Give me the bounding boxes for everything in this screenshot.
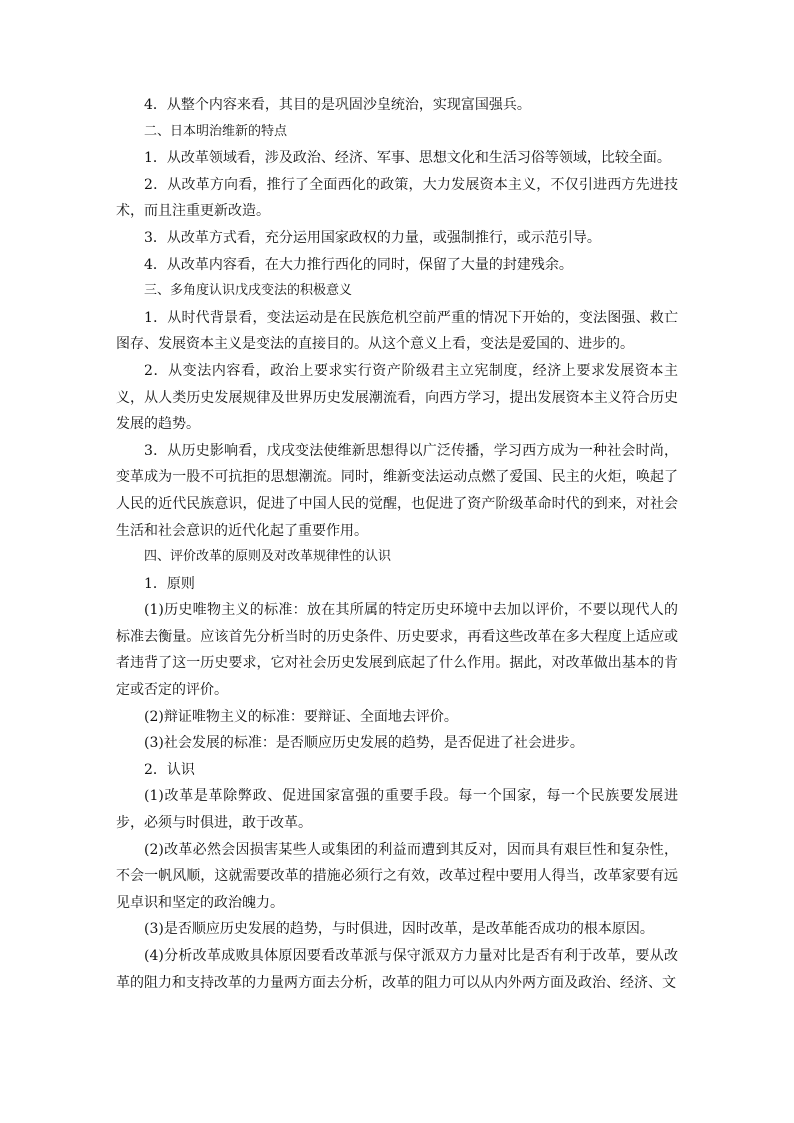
section-heading: 三、多角度认识戊戌变法的积极意义 [144, 283, 353, 299]
paragraph: 2．从改革方向看，推行了全面西化的政策，大力发展资本主义，不仅引进西方先进技术，而且注重更新改造。 [116, 176, 678, 220]
section-heading: 四、评价改革的原则及对改革规律性的认识 [144, 549, 392, 565]
document-body [116, 92, 678, 996]
paragraph: 3．从历史影响看，戊戌变法使维新思想得以广泛传播，学习西方成为一种社会时尚，变革成为一股不可抗拒的思想潮流。同时，维新变法运动点燃了爱国、民主的火炬，唤起了人民的近代民族意识，促进了中国人民的觉醒，也促进了资产阶级革命时代的到来，对社会生活和社会意识的近代化起了重要作用。 [116, 442, 678, 539]
paragraph: (3)社会发展的标准：是否顺应历史发展的趋势，是否促进了社会进步。 [144, 735, 584, 752]
paragraph: 2．从变法内容看，政治上要求实行资产阶级君主立宪制度，经济上要求发展资本主义，从人类历史发展规律及世界历史发展潮流看，向西方学习，提出发展资本主义符合历史发展的趋势。 [116, 362, 678, 433]
paragraph: (1)历史唯物主义的标准：放在其所属的特定历史环境中去加以评价，不要以现代人的标准去衡量。应该首先分析当时的历史条件、历史要求，再看这些改革在多大程度上适应或者违背了这一历史要求，它对社会历史发展到底起了什么作用。据此，对改革做出基本的肯定或否定的评价。 [116, 602, 678, 699]
paragraph: (2)改革必然会因损害某些人或集团的利益而遭到其反对，因而具有艰巨性和复杂性，不会一帆风顺，这就需要改革的措施必须行之有效，改革过程中要用人得当，改革家要有远见卓识和坚定的政治魄力。 [116, 841, 678, 911]
paragraph: 3．从改革方式看，充分运用国家政权的力量，或强制推行，或示范引导。 [144, 229, 601, 246]
paragraph: (2)辩证唯物主义的标准：要辩证、全面地去评价。 [144, 708, 458, 725]
paragraph: 4．从整个内容来看，其目的是巩固沙皇统治，实现富国强兵。 [144, 97, 531, 113]
subsection-label: 1．原则 [144, 575, 195, 592]
subsection-label: 2．认识 [144, 761, 195, 778]
paragraph: (1)改革是革除弊政、促进国家富强的重要手段。每一个国家，每一个民族要发展进步，必须与时俱进，敢于改革。 [116, 788, 678, 832]
section-heading: 二、日本明治维新的特点 [144, 123, 288, 139]
paragraph: 1．从时代背景看，变法运动是在民族危机空前严重的情况下开始的，变法图强、救亡图存、发展资本主义是变法的直接目的。从这个意义上看，变法是爱国的、进步的。 [116, 309, 678, 353]
paragraph: (4)分析改革成败具体原因要看改革派与保守派双方力量对比是否有利于改革，要从改革的阻力和支持改革的力量两方面去分析，改革的阻力可以从内外两方面及政治、经济、文 [116, 948, 678, 991]
paragraph: (3)是否顺应历史发展的趋势，与时俱进，因时改革，是改革能否成功的根本原因。 [144, 921, 654, 938]
paragraph: 4．从改革内容看，在大力推行西化的同时，保留了大量的封建残余。 [144, 256, 573, 273]
paragraph: 1．从改革领域看，涉及政治、经济、军事、思想文化和生活习俗等领域，比较全面。 [144, 150, 671, 167]
